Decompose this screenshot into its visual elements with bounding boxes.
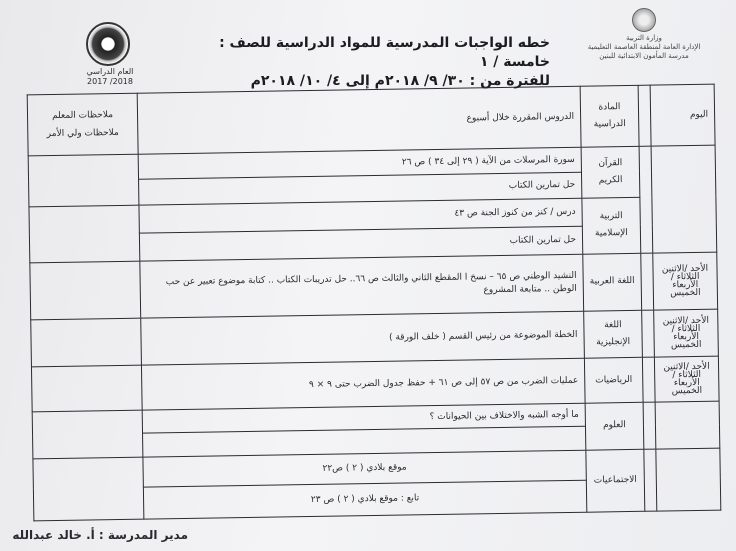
header-notes-parent: ملاحظات ولي الأمر <box>46 127 119 140</box>
lesson-social-2: تابع : موقع بلادي ( ٢ ) ص ٢٣ <box>143 480 586 519</box>
lesson-quran-2: حل تمارين الكتاب <box>139 173 582 206</box>
day-cell-english: الأحد /الاثنين الثلاثاء /الأربعاء الخميس <box>654 309 719 357</box>
subject-math: الرياضيات <box>584 357 643 403</box>
header-lessons: الدروس المقررة خلال أسبوع <box>137 86 581 154</box>
ministry-crest-icon <box>632 8 656 32</box>
blank-cell <box>642 357 655 402</box>
school-logo-icon <box>86 22 130 66</box>
academic-year-label: العام الدراسي <box>86 67 134 76</box>
header-day: اليوم <box>650 84 715 146</box>
day-cell-empty <box>655 401 720 449</box>
subject-social: الاجتماعيات <box>586 449 645 512</box>
subject-science: العلوم <box>585 402 644 450</box>
title-line-2: للفترة من : ٣٠/ ٩/ ٢٠١٨م إلى ٤/ ١٠/ ٢٠١٨م <box>250 73 550 89</box>
day-cell-math: الأحد /الاثنين الثلاثاء /الأربعاء الخميس <box>654 356 719 402</box>
lesson-english: الخطة الموضوعة من رئيس القسم ( خلف الورقة ) <box>141 311 585 365</box>
document-title <box>210 34 550 91</box>
table-header-row <box>27 84 715 156</box>
subject-english: اللغة الإنجليزية <box>584 310 643 358</box>
header-notes-teacher: ملاحظات المعلم <box>51 109 114 121</box>
notes-cell <box>31 365 142 412</box>
header-subject: المادة الدراسية <box>580 85 639 147</box>
lesson-islamic-1: درس / كنز من كنوز الجنة ص ٤٣ <box>139 198 582 233</box>
subject-islamic: التربية الإسلامية <box>582 197 641 253</box>
blank-cell <box>639 146 653 253</box>
ministry-block <box>574 8 714 61</box>
title-line-1: خطه الواجبات المدرسية للمواد الدراسية للصف : خامسة / ١ <box>219 35 550 70</box>
day-cell-empty <box>651 145 717 253</box>
notes-cell <box>31 318 142 367</box>
notes-cell <box>32 410 143 459</box>
notes-cell <box>33 457 144 521</box>
header-notes <box>27 93 138 156</box>
lesson-math: عمليات الضرب من ص ٥٧ إلى ص ٦١ + حفظ جدول الضرب حتى ٩ × ٩ <box>141 358 585 410</box>
document-header <box>0 0 736 92</box>
notes-cell <box>28 154 139 207</box>
academic-year-value: 2018/ 2017 <box>87 77 133 86</box>
blank-cell <box>644 449 657 511</box>
header-blank <box>638 85 651 146</box>
blank-cell <box>642 310 655 357</box>
ministry-name: وزارة التربية <box>626 34 662 42</box>
homework-plan-table <box>27 84 722 522</box>
day-cell-empty <box>656 448 721 511</box>
notes-cell <box>29 205 140 262</box>
blank-cell <box>643 402 656 449</box>
academic-year <box>80 67 140 87</box>
school-name: مدرسة المأمون الابتدائية للبنين <box>599 52 689 60</box>
principal-signature: مدير المدرسة : أ. خالد عبدالله <box>12 528 188 542</box>
lesson-quran-1: سورة المرسلات من الآية ( ٢٩ إلى ٣٤ ) ص ٢٦ <box>138 147 581 180</box>
table-row <box>30 252 718 320</box>
lesson-science-1: ما أوجه الشبه والاختلاف بين الحيوانات ؟ <box>142 403 585 433</box>
directorate-name: الإدارة العامة لمنطقة العاصمة التعليمية <box>587 43 701 51</box>
lesson-social-1: موقع بلادي ( ٢ ) ص٢٢ <box>143 450 586 487</box>
subject-arabic: اللغة العربية <box>583 253 642 312</box>
subject-quran: القرآن الكريم <box>581 146 640 198</box>
lesson-arabic: النشيد الوطني ص ٦٥ – نسخ ا المقطع الثاني والثالث ص ٦٦.. حل تدريبات الكتاب .. كتابة موضوع تعبير عن حب الوطن .. متابعة المشروع <box>140 254 584 319</box>
day-cell-arabic: الأحد /الاثنين الثلاثاء /الأربعاء الخميس <box>653 252 718 311</box>
blank-cell <box>641 253 654 311</box>
lesson-islamic-2: حل تمارين الكتاب <box>139 226 582 261</box>
notes-cell <box>30 261 141 320</box>
